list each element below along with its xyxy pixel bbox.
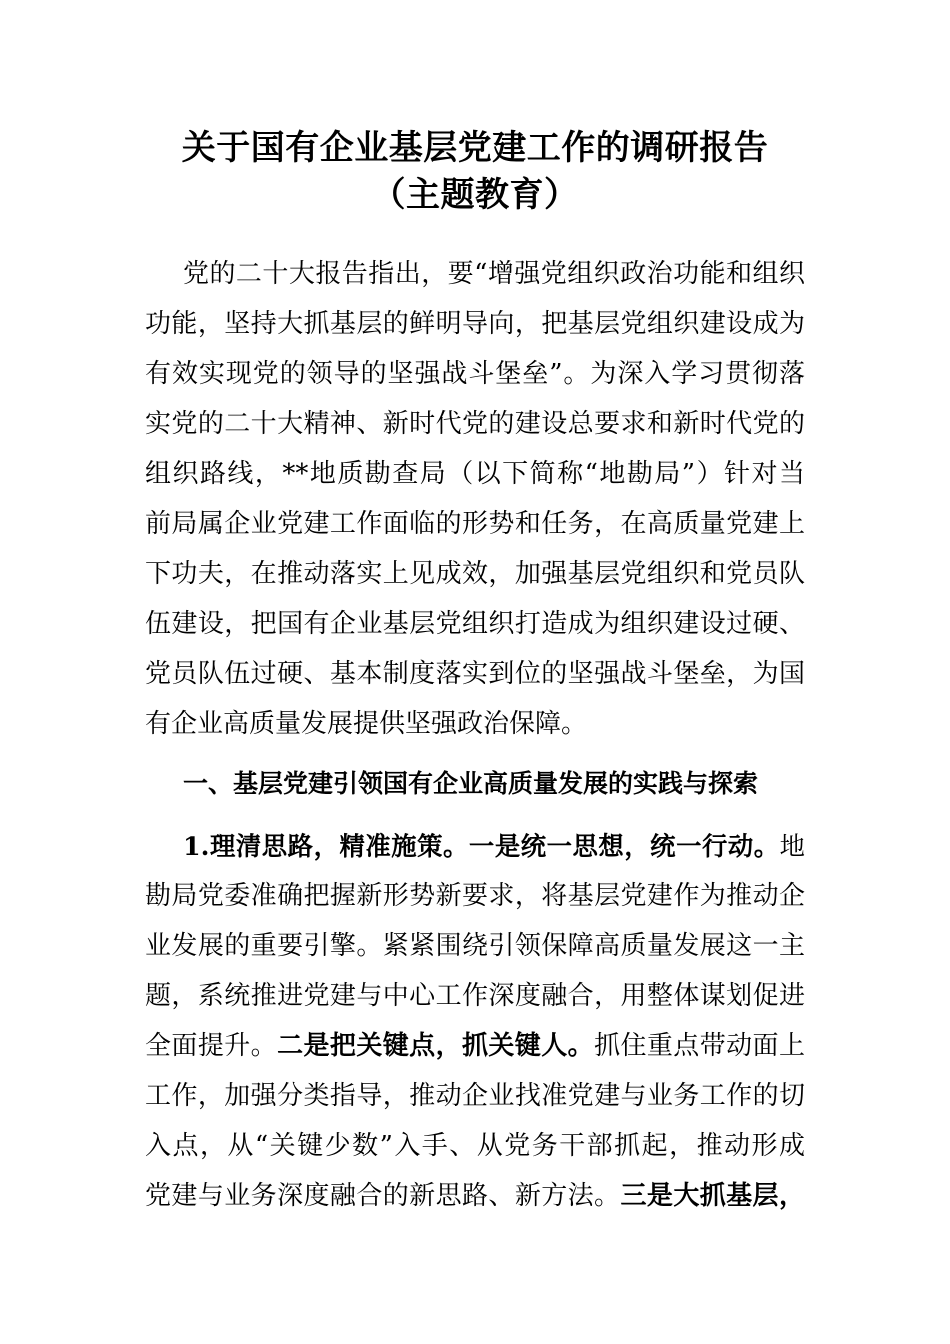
intro-line-7: 下功夫，在推动落实上见成效，加强基层党组织和党员队 — [145, 559, 805, 589]
para1-bold-3: 三是大抓基层， — [620, 1181, 805, 1211]
para1-line-1 — [183, 830, 805, 862]
intro-line-2: 功能，坚持大抓基层的鲜明导向，把基层党组织建设成为 — [145, 309, 805, 339]
intro-line-4: 实党的二十大精神、新时代党的建设总要求和新时代党的 — [145, 409, 805, 439]
para1-bold-2: 二是把关键点，抓关键人。 — [277, 1031, 595, 1061]
para1-bold-1: 1.理清思路，精准施策。一是统一思想，统一行动。 — [183, 831, 780, 861]
para1-text-5b: 抓住重点带动面上 — [594, 1031, 805, 1061]
para1-line-4: 题，系统推进党建与中心工作深度融合，用整体谋划促进 — [145, 981, 805, 1011]
para1-line-5 — [145, 1030, 805, 1062]
para1-line-7: 入点，从“关键少数”入手、从党务干部抓起，推动形成 — [145, 1131, 805, 1161]
para1-text-8: 党建与业务深度融合的新思路、新方法。 — [145, 1181, 621, 1211]
intro-line-1: 党的二十大报告指出，要“增强党组织政治功能和组织 — [183, 259, 805, 289]
para1-line-6: 工作，加强分类指导，推动企业找准党建与业务工作的切 — [145, 1081, 805, 1111]
para1-line-8 — [145, 1180, 805, 1212]
intro-line-9: 党员队伍过硬、基本制度落实到位的坚强战斗堡垒，为国 — [145, 659, 805, 689]
para1-text-5a: 全面提升。 — [145, 1031, 278, 1061]
intro-line-10: 有企业高质量发展提供坚强政治保障。 — [145, 709, 588, 739]
para1-line-2: 勘局党委准确把握新形势新要求，将基层党建作为推动企 — [145, 881, 805, 911]
document-title: 关于国有企业基层党建工作的调研报告 — [181, 128, 769, 168]
intro-line-8: 伍建设，把国有企业基层党组织打造成为组织建设过硬、 — [145, 609, 805, 639]
document-subtitle: （主题教育） — [371, 175, 579, 215]
intro-line-6: 前局属企业党建工作面临的形势和任务，在高质量党建上 — [145, 509, 805, 539]
section-heading: 一、基层党建引领国有企业高质量发展的实践与探索 — [183, 769, 759, 798]
para1-text-1: 地 — [779, 831, 805, 861]
intro-line-5: 组织路线，**地质勘查局（以下简称“地勘局”）针对当 — [145, 459, 805, 489]
para1-line-3: 业发展的重要引擎。紧紧围绕引领保障高质量发展这一主 — [145, 931, 805, 961]
intro-line-3: 有效实现党的领导的坚强战斗堡垒”。为深入学习贯彻落 — [145, 359, 805, 389]
